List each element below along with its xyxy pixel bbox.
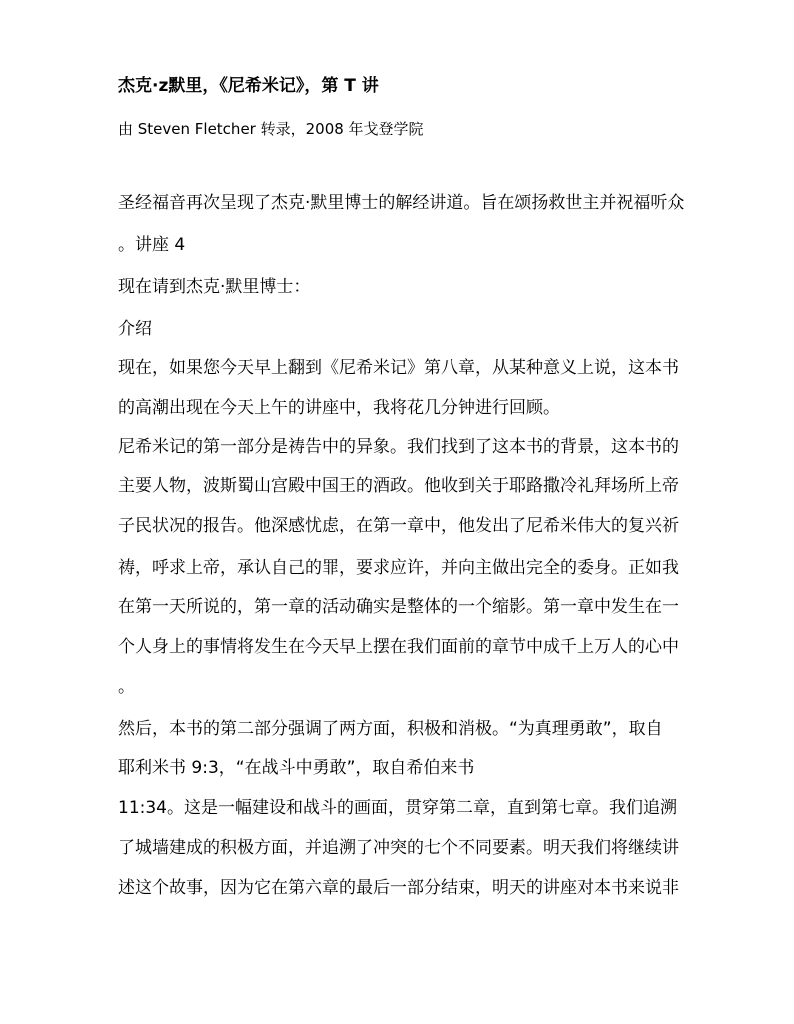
body-line: 的高潮出现在今天上午的讲座中，我将花几分钟进行回顾。 xyxy=(118,398,560,418)
body-line: 了城墙建成的积极方面，并追溯了冲突的七个不同要素。明天我们将继续讲 xyxy=(118,838,679,858)
document-byline: 由 Steven Fletcher 转录，2008 年戈登学院 xyxy=(118,120,424,138)
body-line: 述这个故事，因为它在第六章的最后一部分结束，明天的讲座对本书来说非 xyxy=(118,878,679,898)
body-line: 耶利米书 9:3，“在战斗中勇敢”，取自希伯来书 xyxy=(118,758,475,778)
body-line: 11:34。这是一幅建设和战斗的画面，贯穿第二章，直到第七章。我们追溯 xyxy=(118,798,677,818)
body-line: 圣经福音再次呈现了杰克·默里博士的解经讲道。旨在颂扬救世主并祝福听众 xyxy=(118,193,685,213)
body-line: 然后，本书的第二部分强调了两方面，积极和消极。“为真理勇敢”，取自 xyxy=(118,719,663,739)
body-line: 子民状况的报告。他深感忧虑，在第一章中，他发出了尼希米伟大的复兴祈 xyxy=(118,516,679,536)
body-line: 现在，如果您今天早上翻到《尼希米记》第八章，从某种意义上说，这本书 xyxy=(118,358,679,378)
body-line: 主要人物，波斯蜀山宫殿中国王的酒政。他收到关于耶路撒冷礼拜场所上帝 xyxy=(118,476,679,496)
body-line: 。 xyxy=(118,677,135,697)
body-line: 祷，呼求上帝，承认自己的罪，要求应许，并向主做出完全的委身。正如我 xyxy=(118,558,679,578)
section-heading: 介绍 xyxy=(118,319,152,339)
body-line: 在第一天所说的，第一章的活动确实是整体的一个缩影。第一章中发生在一 xyxy=(118,597,679,617)
body-line: 个人身上的事情将发生在今天早上摆在我们面前的章节中成千上万人的心中 xyxy=(118,637,679,657)
body-line: 。讲座 4 xyxy=(118,235,186,255)
body-line: 尼希米记的第一部分是祷告中的异象。我们找到了这本书的背景，这本书的 xyxy=(118,437,679,457)
document-title: 杰克·z默里，《尼希米记》，第 T 讲 xyxy=(118,76,379,96)
body-line: 现在请到杰克·默里博士： xyxy=(118,277,311,297)
